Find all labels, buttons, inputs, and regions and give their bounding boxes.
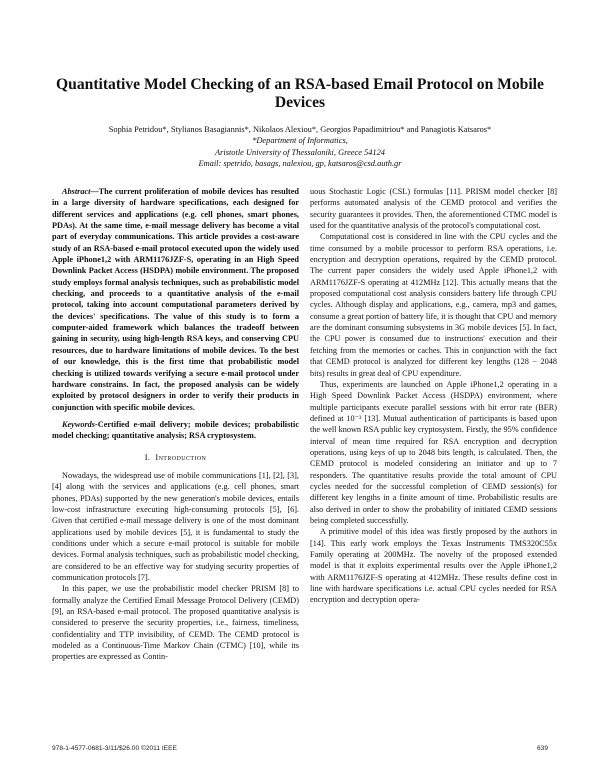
keywords-label: Keywords- bbox=[62, 419, 98, 429]
right-column bbox=[310, 186, 557, 606]
intro-paragraph-2: In this paper, we use the probabilistic model checker PRISM [8] to formally analyze the Certified Email Message Protocol Delivery (CEMD) [9], an RSA-based e-mail protocol. The proposed quantitative analysis is considered to preserve the security properties, i.e., fairness, timeliness, confidentiality and TTP invisibility, of CEMD. The CEMD protocol is modeled as a Continuous-Time Markov Chain (CTMC) [10], while its properties are expressed as Contin- bbox=[52, 584, 299, 662]
footer-page-number: 639 bbox=[536, 745, 548, 752]
left-column bbox=[52, 186, 299, 663]
keywords-text: Certified e-mail delivery; mobile devices; probabilistic model checking; quantitative analysis; RSA cryptosystem. bbox=[52, 419, 299, 441]
author-names: Sophia Petridou*, Stylianos Basagiannis*, Nikolaos Alexiou*, Georgios Papadimitriou* and Panagiotis Katsaros* bbox=[108, 125, 492, 134]
intro-paragraph-4: Thus, experiments are launched on Apple iPhone1,2 operating in a High Speed Downlink Packet Access (HSDPA) environment, where multiple participants execute parallel sessions with bit error rate (BER) defined at 10⁻³ [13]. Mutual authentication of participants is based upon the well known RSA public key cryptosystem. Firstly, the 95% confidence interval of mean time required for RSA encryption and decryption operations, using keys of up to 2048 bits length, is calculated. Then, the CEMD protocol is modeled considering an initiator and up to 7 responders. The quantitative results provide the total amount of CPU cycles needed for the successful completion of CEMD session(s) for different key lengths in a finite amount of time. Probabilistic results are also derived in order to show the probability of initiated CEMD sessions being completed successfully. bbox=[310, 379, 557, 525]
author-emails: Email: spetrido, basags, nalexiou, gp, katsaros@csd.auth.gr bbox=[198, 159, 402, 169]
section-heading bbox=[52, 452, 299, 463]
abstract-text: The current proliferation of mobile devices has resulted in a large diversity of hardware specifications, each designed for different services and applications (e.g. cell phones, smart phones, PDAs). At the same time, e-mail message delivery has become a vital part of everyday communications. This article provides a cost-aware study of an RSA-based e-mail protocol executed upon the widely used Apple iPhone1,2 with ARM1176JZF-S, operating in an High Speed Downlink Packet Access (HSDPA) mobile environment. The proposed study employs formal analysis techniques, such as probabilistic model checking, and proceeds to a quantitative analysis of the e-mail protocol, taking into account computational parameters derived by the devices' specifications. The value of this study is to form a computer-aided framework which balances the tradeoff between gaining in security, using high-length RSA keys, and conserving CPU resources, due to hardware limitations of mobile devices. To the best of our knowledge, this is the first time that probabilistic model checking is utilized towards verifying a secure e-mail protocol under hardware constrains. In fact, the proposed analysis can be widely exploited by protocol designers in order to verify their products in conjunction with specific mobile devices. bbox=[52, 187, 299, 412]
abstract-label: Abstract— bbox=[62, 187, 99, 196]
section-number: I. bbox=[144, 452, 151, 462]
affiliation-university: Aristotle University of Thessaloniki, Greece 54124 bbox=[215, 147, 385, 157]
intro-paragraph-3: Computational cost is considered in line with the CPU cycles and the time consumed by a mobile processor to perform RSA operations, i.e. encryption and decryption operations, required by the CEMD protocol. The current paper considers the widely used Apple iPhone1,2 with ARM1176JZF-S operating at 412MHz [12]. This actually means that the proposed computational cost analysis considers battery life through CPU cycles. Although display and applications, e.g., camera, mp3 and games, consume a great portion of battery life, it is thought that CPU and memory are the dominant consuming subsystems in 3G mobile devices [5]. In fact, the CPU power is consumed due to instructions' execution and their fetching from the memories or caches. This in conjunction with the fact that CEMD protocol is analyzed for different key lengths (128 − 2048 bits) results in great deal of CPU expenditure. bbox=[310, 232, 557, 378]
intro-paragraph-5: A primitive model of this idea was firstly proposed by the authors in [14]. This early work employs the Texas Instruments TMS320C55x Family operating at 200MHz. The novelty of the proposed extended model is that it exploits experimental results over the Apple iPhone1,2 with ARM1176JZF-S operating at 412MHz. These results define cost in line with hardware specifications i.e. actual CPU cycles needed for RSA encryption and decryption opera- bbox=[310, 527, 557, 605]
keywords bbox=[52, 419, 299, 442]
abstract bbox=[52, 186, 299, 413]
paper-title: Quantitative Model Checking of an RSA-based Email Protocol on Mobile Devices bbox=[56, 76, 544, 111]
intro-paragraph-1: Nowadays, the widespread use of mobile communications [1], [2], [3], [4] along with the services and applications (e.g. cell phones, smart phones, PDAs) supported by the new generation's mobile devices, entails low-cost infrastructure executing high-consuming protocols [5], [6]. Given that certified e-mail message delivery is one of the most dominant applications used by mobile devices [5], it is fundamental to study the conditions under which a secure e-mail protocol is suitable for mobile devices. Formal analysis techniques, such as probabilistic model checking, are considered to be an effective way for studying security properties of communication protocols [7]. bbox=[52, 470, 299, 582]
author-block bbox=[40, 124, 560, 170]
intro-paragraph-2-continued: uous Stochastic Logic (CSL) formulas [11]. PRISM model checker [8] performs automated analysis of the CEMD protocol and verifies the security guarantees it provides. Then, the aforementioned CTMC model is used for the quantitative analysis of the protocol's computational cost. bbox=[310, 187, 557, 231]
affiliation-department: *Department of Informatics, bbox=[252, 136, 348, 146]
section-title: Introduction bbox=[155, 452, 207, 462]
footer-isbn: 978-1-4577-0681-3/11/$26.00 ©2011 IEEE bbox=[52, 745, 177, 752]
